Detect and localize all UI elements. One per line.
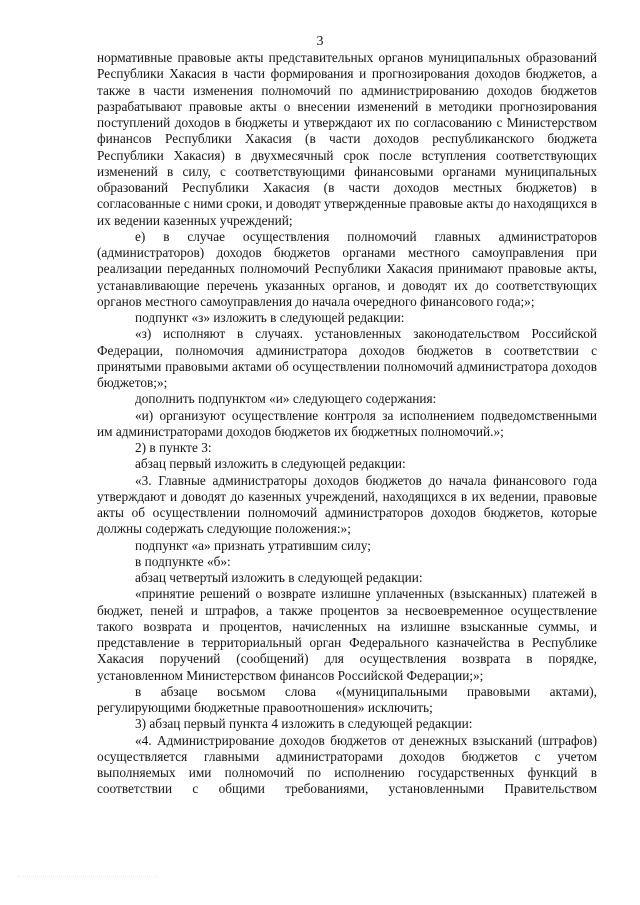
paragraph: абзац первый изложить в следующей редакции: (135, 456, 406, 472)
paragraph: «з) исполняют в случаях. установленных законодательством Российской Федерации, полномочия администратора доходов бюджетов в соответствии с принятыми правовыми актами об осуществлении полномочий администратора доходов бюджетов;»; (97, 326, 597, 390)
paragraph: нормативные правовые акты представительных органов муниципальных образований Республики Хакасия в части формирования и прогнозирования доходов бюджетов, а также в части изменения полномочий по администрированию доходов бюджетов разрабатывают правовые акты о внесении изменений в методики прогнозирования поступлений доходов в бюджеты и утверждают их по согласованию с Министерством финансов Республики Хакасия (в части доходов республиканского бюджета Республики Хакасия) в двухмесячный срок после вступления соответствующих изменений в силу, с соответствующими финансовыми органами муниципальных образований Республики Хакасия (в части доходов местных бюджетов) в согласованные с ними сроки, и доводят утвержденные правовые акты до находящихся в их ведении казенных учреждений; (97, 50, 597, 228)
scan-artifact (18, 862, 158, 877)
paragraph: абзац четвертый изложить в следующей редакции: (135, 570, 423, 585)
paragraph: «4. Администрирование доходов бюджетов от денежных взысканий (штрафов) осуществляется главными администраторами доходов бюджетов с учетом выполняемых ими полномочий по исполнению государственных функций в соответствии с общими требованиями, установленными Правительством (97, 732, 597, 797)
paragraph: подпункт «з» изложить в следующей редакции: (135, 310, 405, 325)
paragraph: е) в случае осуществления полномочий главных администраторов (администраторов) доходов бюджетов органами местного самоуправления при реализации переданных полномочий Республики Хакасия принимают правовые акты, устанавливающие перечень указанных органов, и доводят их до соответствующих органов местного самоуправления до начала очередного финансового года;»; (97, 228, 597, 309)
paragraph: в подпункте «б»: (135, 553, 231, 569)
page-number: 3 (316, 34, 324, 49)
paragraph: подпункт «а» признать утратившим силу; (135, 537, 371, 553)
paragraph: «принятие решений о возврате излишне уплаченных (взысканных) платежей в бюджет, пеней и штрафов, а также процентов за несвоевременное осуществление такого возврата и процентов, начисленных на излишне взысканные суммы, и представление в территориальный орган Федерального казначейства в Республике Хакасия поручений (сообщений) для осуществления возврата в порядке, установленном Министерством финансов Российской Федерации;»; (97, 586, 597, 683)
paragraph: «и) организуют осуществление контроля за исполнением подведомственными им администраторами доходов бюджетов их бюджетных полномочий.»; (97, 407, 597, 439)
paragraph: дополнить подпунктом «и» следующего содержания: (135, 391, 437, 407)
paragraph: 2) в пункте 3: (135, 440, 212, 455)
paragraph: в абзаце восьмом слова «(муниципальными правовыми актами), регулирующими бюджетные правоотношения» исключить; (97, 683, 597, 715)
paragraph: «3. Главные администраторы доходов бюджетов до начала финансового года утверждают и доводят до казенных учреждений, находящихся в их ведении, правовые акты об осуществлении полномочий администраторов доходов бюджетов, которые должны содержать следующие положения:»; (97, 472, 597, 537)
paragraph: 3) абзац первый пункта 4 изложить в следующей редакции: (135, 716, 473, 732)
document-body (97, 50, 597, 798)
